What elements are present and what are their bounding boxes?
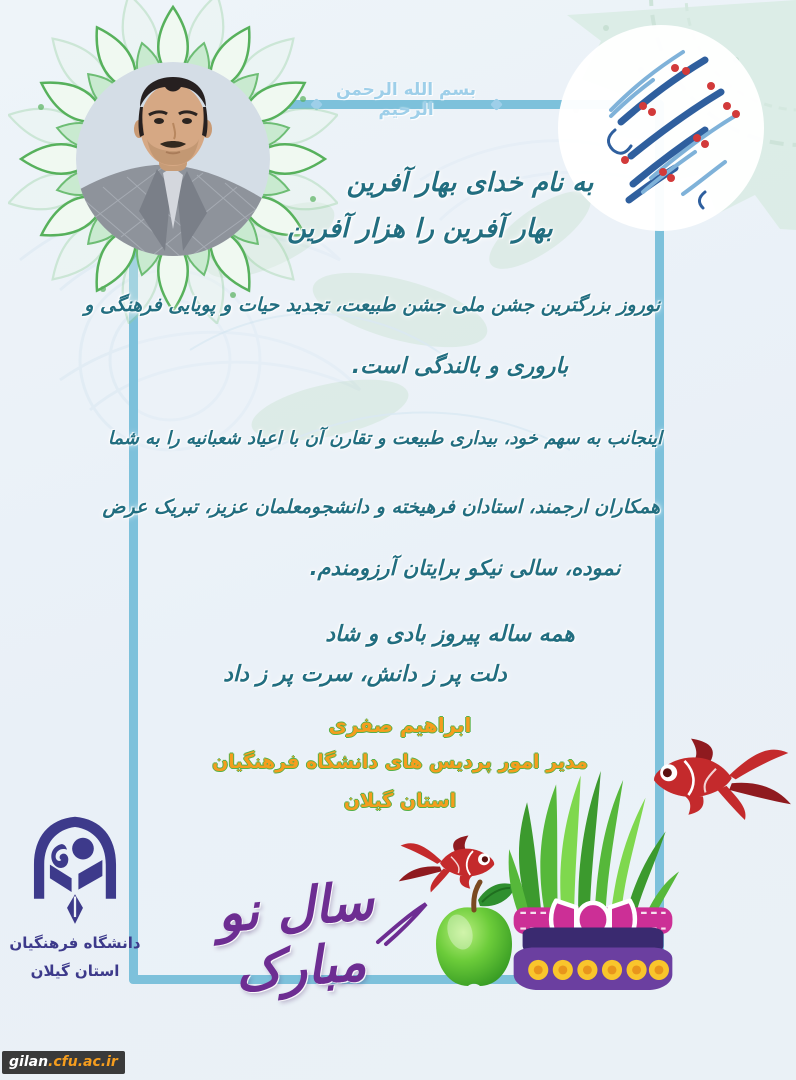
greeting-line-8: همه ساله پیروز بادی و شاد	[325, 622, 575, 647]
nowruz-calligraphy-medallion	[555, 22, 767, 234]
calligraphy-flourish-icon	[372, 898, 432, 948]
university-logo-emblem-icon	[18, 812, 132, 932]
new-year-calligraphy: سال نو مبارک	[214, 871, 377, 1004]
signature-title-line2: استان گیلان	[343, 790, 457, 812]
goldfish-icon	[636, 732, 796, 824]
greeting-line-3: نوروز بزرگترین جشن ملی جشن طبیعت، تجدید حیات و پویایی فرهنگی و	[84, 294, 660, 316]
signature-name: ابراهیم صفری	[328, 713, 472, 737]
greeting-line-2: بهار آفرین را هزار آفرین	[287, 214, 553, 244]
greeting-line-5: اینجانب به سهم خود، بیداری طبیعت و تقارن آن با اعیاد شعبانیه را به شما	[107, 428, 662, 449]
site-watermark	[2, 1051, 125, 1074]
watermark-site-domain: .cfu.ac.ir	[48, 1054, 118, 1070]
greeting-line-7: نموده، سالی نیکو برایتان آرزومندم.	[309, 556, 621, 580]
greeting-line-6: همکاران ارجمند، استادان فرهیخته و دانشجومعلمان عزیز، تبریک عرض	[102, 496, 660, 518]
greeting-line-9: دلت پر ز دانش، سرت پر ز داد	[223, 662, 507, 687]
bismillah-calligraphy: بسم الله الرحمن الرحیم	[335, 80, 477, 120]
greeting-line-1: به نام خدای بهار آفرین	[346, 168, 594, 198]
portrait-photo-mandala	[8, 0, 338, 324]
university-name: دانشگاه فرهنگیان	[9, 934, 141, 952]
signature-title-line1: مدیر امور پردیس های دانشگاه فرهنگیان	[212, 751, 588, 773]
university-province: استان گیلان	[30, 962, 120, 980]
watermark-site-name: gilan	[9, 1054, 49, 1070]
greeting-line-4: باروری و بالندگی است.	[351, 354, 569, 379]
